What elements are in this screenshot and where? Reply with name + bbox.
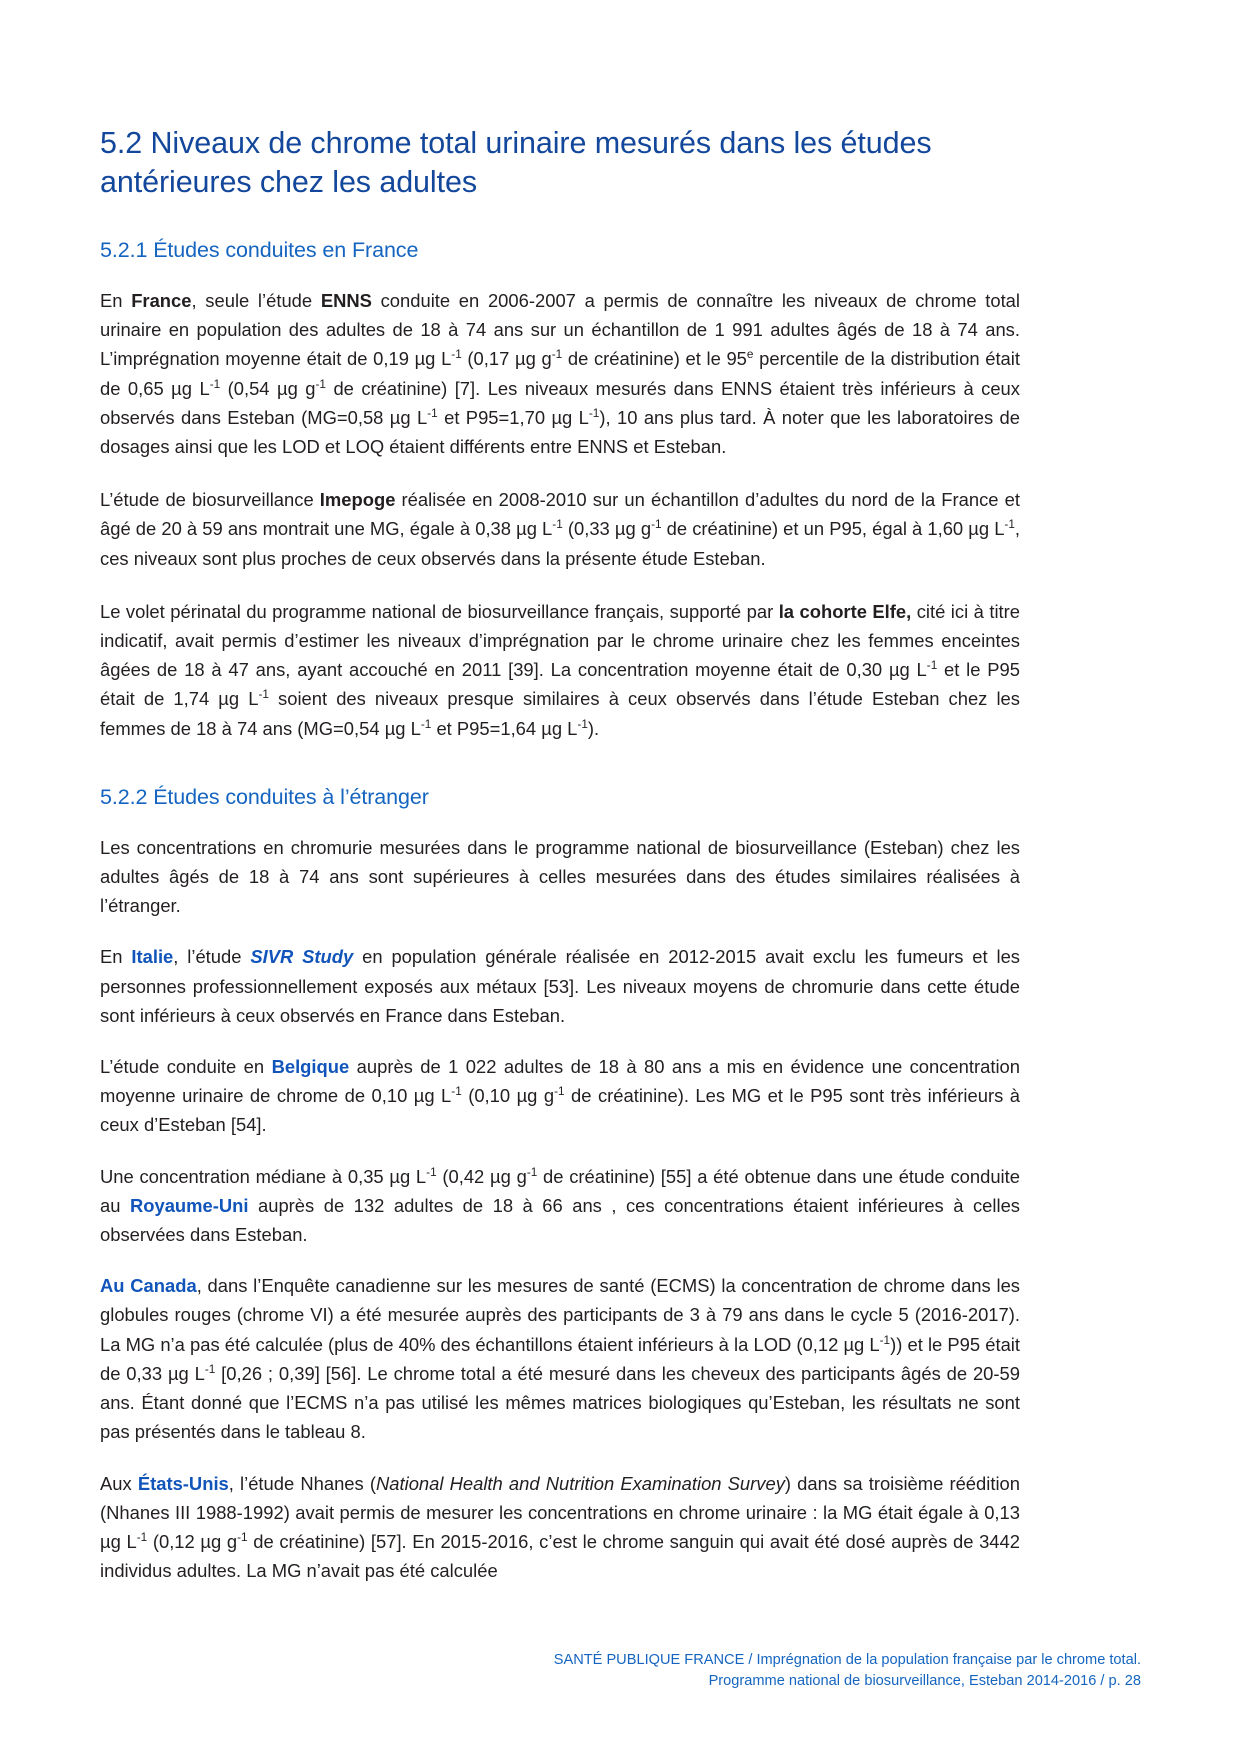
text-segment: auprès de 132 adultes de 18 à 66 ans , ces concentrations étaient inférieures à celles observées dans Esteban.	[100, 1194, 1020, 1246]
text-segment: percentile de la distribution était de 0,65 µg L	[100, 348, 1020, 399]
superscript: -1	[577, 717, 588, 731]
country-belgique: Belgique	[271, 1056, 350, 1078]
paragraph-etranger-intro: Les concentrations en chromurie mesurées dans le programme national de biosurveillance (Esteban) chez les adultes âgés de 18 à 74 ans sont supérieures à celles mesurées dans des études similaires réalisées à l’étranger.	[100, 836, 1020, 917]
superscript: -1	[879, 1333, 891, 1347]
page-footer	[100, 1650, 1141, 1692]
superscript: -1	[315, 377, 326, 391]
superscript: -1	[427, 406, 438, 420]
study-enns: ENNS	[320, 290, 372, 311]
superscript: -1	[258, 688, 269, 702]
paragraph-imepoge	[100, 485, 1020, 573]
text-segment: ), 10 ans plus tard. À noter que les laboratoires de dosages ainsi que les LOD et LOQ étaient différents entre ENNS et Esteban.	[100, 406, 1020, 458]
text-segment: L’étude conduite en	[100, 1056, 272, 1078]
page-content	[100, 124, 1020, 1585]
text-segment: de créatinine) [57]. En 2015-2016, c’est le chrome sanguin qui avait été dosé auprès de 3442 individus adultes. La MG n’avait pas été calculée	[100, 1530, 1020, 1582]
text-segment: L’étude de biosurveillance	[100, 489, 320, 511]
text-segment: conduite en 2006-2007 a permis de connaître les niveaux de chrome total urinaire en population des adultes de 18 à 74 ans sur un échantillon de 1 991 adultes âgés de 18 à 74 ans. L’imprégnation moyenne était de 0,19 µg L	[100, 290, 1020, 370]
text-segment: et le P95 était de 1,74 µg L	[100, 659, 1020, 710]
text-segment: et P95=1,70 µg L	[437, 406, 589, 428]
study-nhanes-fullname: National Health and Nutrition Examination Survey	[376, 1472, 785, 1494]
text-segment: (0,42 µg g	[436, 1165, 527, 1187]
superscript: -1	[926, 659, 938, 673]
text-segment: de créatinine). Les MG et le P95 sont très inférieurs à ceux d’Esteban [54].	[100, 1085, 1020, 1136]
country-france: France	[131, 290, 192, 311]
paragraph-enns	[100, 286, 1020, 461]
text-segment: , ces niveaux sont plus proches de ceux observés dans la présente étude Esteban.	[100, 518, 1021, 569]
superscript: -1	[552, 518, 563, 532]
text-segment: réalisée en 2008-2010 sur un échantillon d’adultes du nord de la France et âgé de 20 à 59 ans montrait une MG, égale à 0,38 µg L	[100, 489, 1020, 540]
superscript: -1	[551, 348, 563, 362]
country-royaume-uni: Royaume-Uni	[129, 1194, 249, 1216]
superscript: -1	[237, 1530, 248, 1544]
text-segment: de créatinine) et un P95, égal à 1,60 µg L	[661, 518, 1005, 540]
text-segment: en population générale réalisée en 2012-2015 avait exclu les fumeurs et les personnes professionnellement exposés aux métaux [53]. Les niveaux moyens de chromurie dans cette étude sont inférieurs à ceux observés en France dans Esteban.	[100, 946, 1021, 1026]
paragraph-etats-unis	[100, 1469, 1020, 1586]
paragraph-italie	[100, 942, 1020, 1030]
text-segment: (0,10 µg g	[461, 1085, 555, 1107]
footer-line-organization: SANTÉ PUBLIQUE FRANCE / Imprégnation de la population française par le chrome total.	[553, 1652, 1141, 1668]
text-segment: En	[100, 290, 132, 311]
text-segment: (0,54 µg g	[220, 377, 316, 399]
superscript: -1	[1004, 518, 1015, 532]
superscript: -1	[451, 348, 462, 362]
superscript: -1	[554, 1085, 565, 1099]
text-segment: soient des niveaux presque similaires à ceux observés dans l’étude Esteban chez les femmes de 18 à 74 ans (MG=0,54 µg L	[100, 688, 1020, 739]
text-segment: de créatinine) [7]. Les niveaux mesurés dans ENNS étaient très inférieurs à ceux observés dans Esteban (MG=0,58 µg L	[100, 377, 1020, 428]
text-segment: En	[100, 946, 132, 968]
superscript: -1	[651, 518, 662, 532]
superscript: -1	[451, 1085, 462, 1099]
text-segment: , l’étude	[173, 946, 251, 968]
text-segment: de créatinine) [55] a été obtenue dans une étude conduite au	[100, 1165, 1020, 1216]
text-segment: , l’étude Nhanes (	[228, 1472, 376, 1494]
country-canada: Au Canada	[100, 1275, 197, 1297]
subsection-heading-etranger: 5.2.2 Études conduites à l’étranger	[100, 784, 429, 809]
text-segment: ) dans sa troisième réédition (Nhanes III 1988-1992) avait permis de mesurer les concentrations en chrome urinaire : la MG était égale à 0,13 µg L	[100, 1472, 1020, 1552]
superscript: -1	[136, 1530, 148, 1544]
country-italie: Italie	[131, 946, 174, 968]
cohort-elfe: la cohorte Elfe,	[778, 600, 912, 622]
text-segment: ).	[587, 717, 600, 739]
study-imepoge: Imepoge	[319, 489, 396, 511]
text-segment: Aux	[100, 1472, 138, 1494]
superscript: -1	[526, 1165, 538, 1179]
superscript: -1	[426, 1165, 437, 1179]
text-segment: )) et le P95 était de 0,33 µg L	[100, 1333, 1020, 1384]
country-etats-unis: États-Unis	[137, 1472, 229, 1494]
study-sivr: SIVR Study	[250, 946, 354, 968]
superscript: -1	[588, 406, 600, 420]
text-segment: Une concentration médiane à 0,35 µg L	[100, 1165, 427, 1187]
paragraph-elfe	[100, 597, 1020, 743]
text-segment: auprès de 1 022 adultes de 18 à 80 ans a mis en évidence une concentration moyenne urinaire de chrome de 0,10 µg L	[100, 1056, 1021, 1107]
text-segment: cité ici à titre indicatif, avait permis d’estimer les niveaux d’imprégnation par le chrome urinaire chez les femmes enceintes âgées de 18 à 47 ans, ayant accouché en 2011 [39]. La concentration moyenne était de 0,30 µg L	[100, 600, 1020, 681]
text-segment: [0,26 ; 0,39] [56]. Le chrome total a été mesuré dans les cheveux des participants âgés de 20-59 ans. Étant donné que l’ECMS n’a pas utilisé les mêmes matrices biologiques qu’Esteban, les résultats ne sont pas présentés dans le tableau 8.	[100, 1362, 1020, 1443]
superscript: e	[746, 348, 754, 362]
text-segment: (0,12 µg g	[147, 1530, 238, 1552]
superscript: -1	[420, 717, 432, 731]
text-segment: et P95=1,64 µg L	[431, 717, 578, 739]
paragraph-belgique	[100, 1052, 1020, 1140]
text-segment: , dans l’Enquête canadienne sur les mesures de santé (ECMS) la concentration de chrome dans les globules rouges (chrome VI) a été mesurée auprès des participants de 3 à 79 ans dans le cycle 5 (2016-2017). La MG n’a pas été calculée (plus de 40% des échantillons étaient inférieurs à la LOD (0,12 µg L	[100, 1275, 1020, 1355]
superscript: -1	[209, 377, 221, 391]
text-segment: (0,33 µg g	[562, 518, 652, 540]
text-segment: Le volet périnatal du programme national de biosurveillance français, supporté par	[100, 600, 779, 622]
text-segment: , seule l’étude	[191, 290, 321, 311]
paragraph-royaume-uni	[100, 1162, 1020, 1250]
paragraph-canada	[100, 1271, 1020, 1446]
text-segment: (0,17 µg g	[461, 348, 552, 370]
superscript: -1	[204, 1362, 216, 1376]
subsection-heading-france: 5.2.1 Études conduites en France	[100, 238, 419, 262]
text-segment: de créatinine) et le 95	[562, 348, 747, 370]
page-title: 5.2 Niveaux de chrome total urinaire mesurés dans les études antérieures chez les adultes	[100, 126, 932, 199]
footer-line-program: Programme national de biosurveillance, Esteban 2014-2016 / p. 28	[708, 1673, 1141, 1689]
